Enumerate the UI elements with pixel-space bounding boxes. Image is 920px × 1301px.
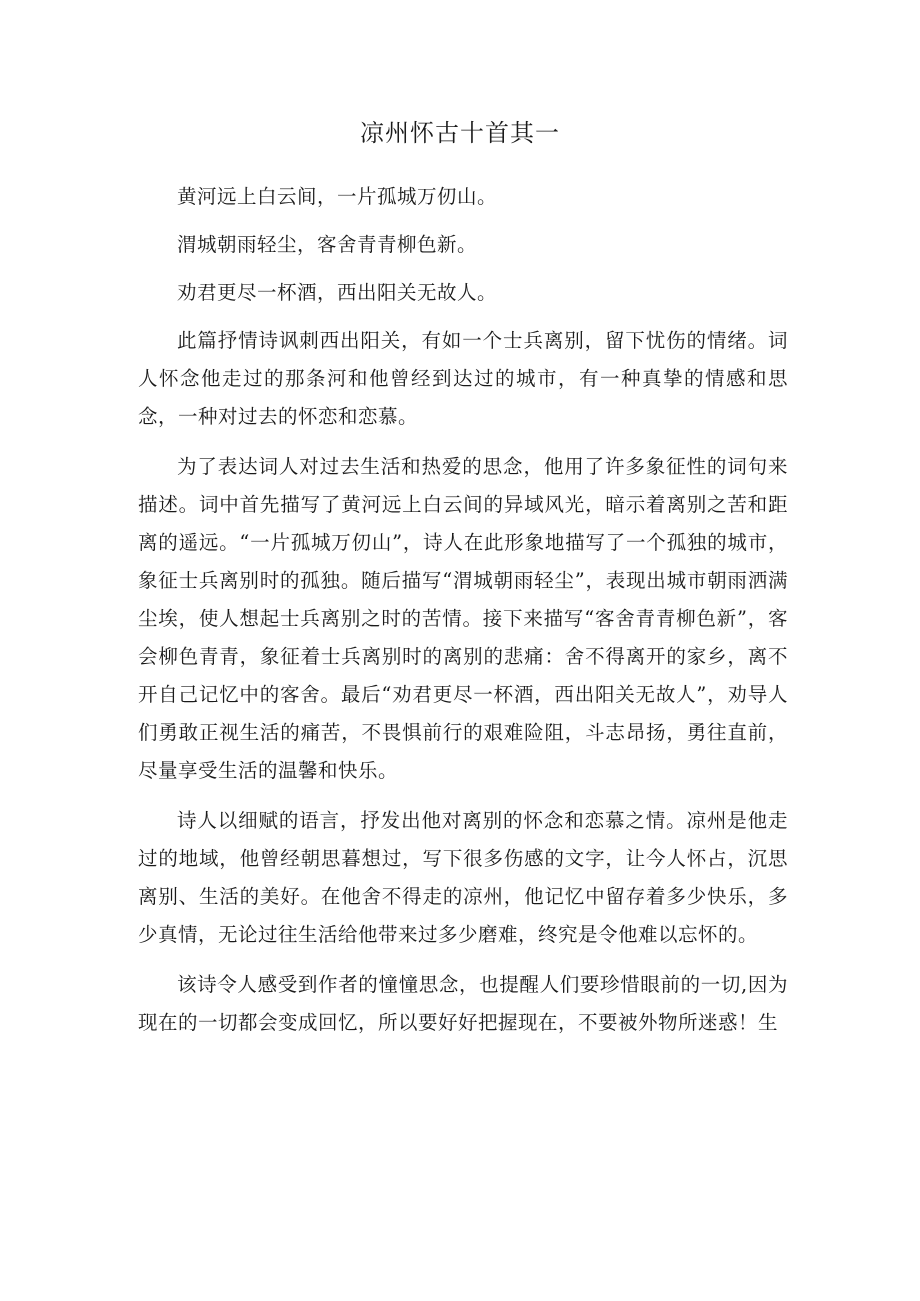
- poem-line-1: 黄河远上白云间，一片孤城万仞山。: [177, 185, 498, 208]
- paragraph-intro: 此篇抒情诗讽刺西出阳关，有如一个士兵离别，留下忧伤的情绪。词人怀念他走过的那条河和他曾经到达过的城市，有一种真挚的情感和思念，一种对过去的怀恋和恋慕。: [138, 329, 788, 428]
- document-body: [138, 178, 788, 1054]
- paragraph-analysis: 为了表达词人对过去生活和热爱的思念，他用了许多象征性的词句来描述。词中首先描写了黄河远上白云间的异域风光，暗示着离别之苦和距离的遥远。“一片孤城万仞山”，诗人在此形象地描写了一个孤独的城市，象征士兵离别时的孤独。随后描写“渭城朝雨轻尘”，表现出城市朝雨洒满尘埃，使人想起士兵离别之时的苦情。接下来描写“客舍青青柳色新”，客会柳色青青，象征着士兵离别时的离别的悲痛：舍不得离开的家乡，离不开自己记忆中的客舍。最后“劝君更尽一杯酒，西出阳关无故人”，劝导人们勇敢正视生活的痛苦，不畏惧前行的艰难险阻，斗志昂扬，勇往直前，尽量享受生活的温馨和快乐。: [138, 455, 788, 782]
- paragraph-emotion: 诗人以细赋的语言，抒发出他对离别的怀念和恋慕之情。凉州是他走过的地域，他曾经朝思暮想过，写下很多伤感的文字，让今人怀占，沉思离别、生活的美好。在他舍不得走的凉州，他记忆中留存着多少快乐，多少真情，无论过往生活给他带来过多少磨难，终究是令他难以忘怀的。: [138, 809, 788, 946]
- poem-line-2: 渭城朝雨轻尘，客舍青青柳色新。: [177, 233, 478, 256]
- paragraph-conclusion: 该诗令人感受到作者的憧憧思念，也提醒人们要珍惜眼前的一切,因为现在的一切都会变成回忆，所以要好好把握现在，不要被外物所迷惑！生: [138, 973, 788, 1034]
- document-title: 凉州怀古十首其一: [360, 119, 560, 147]
- poem-line-3: 劝君更尽一杯酒，西出阳关无故人。: [177, 281, 498, 304]
